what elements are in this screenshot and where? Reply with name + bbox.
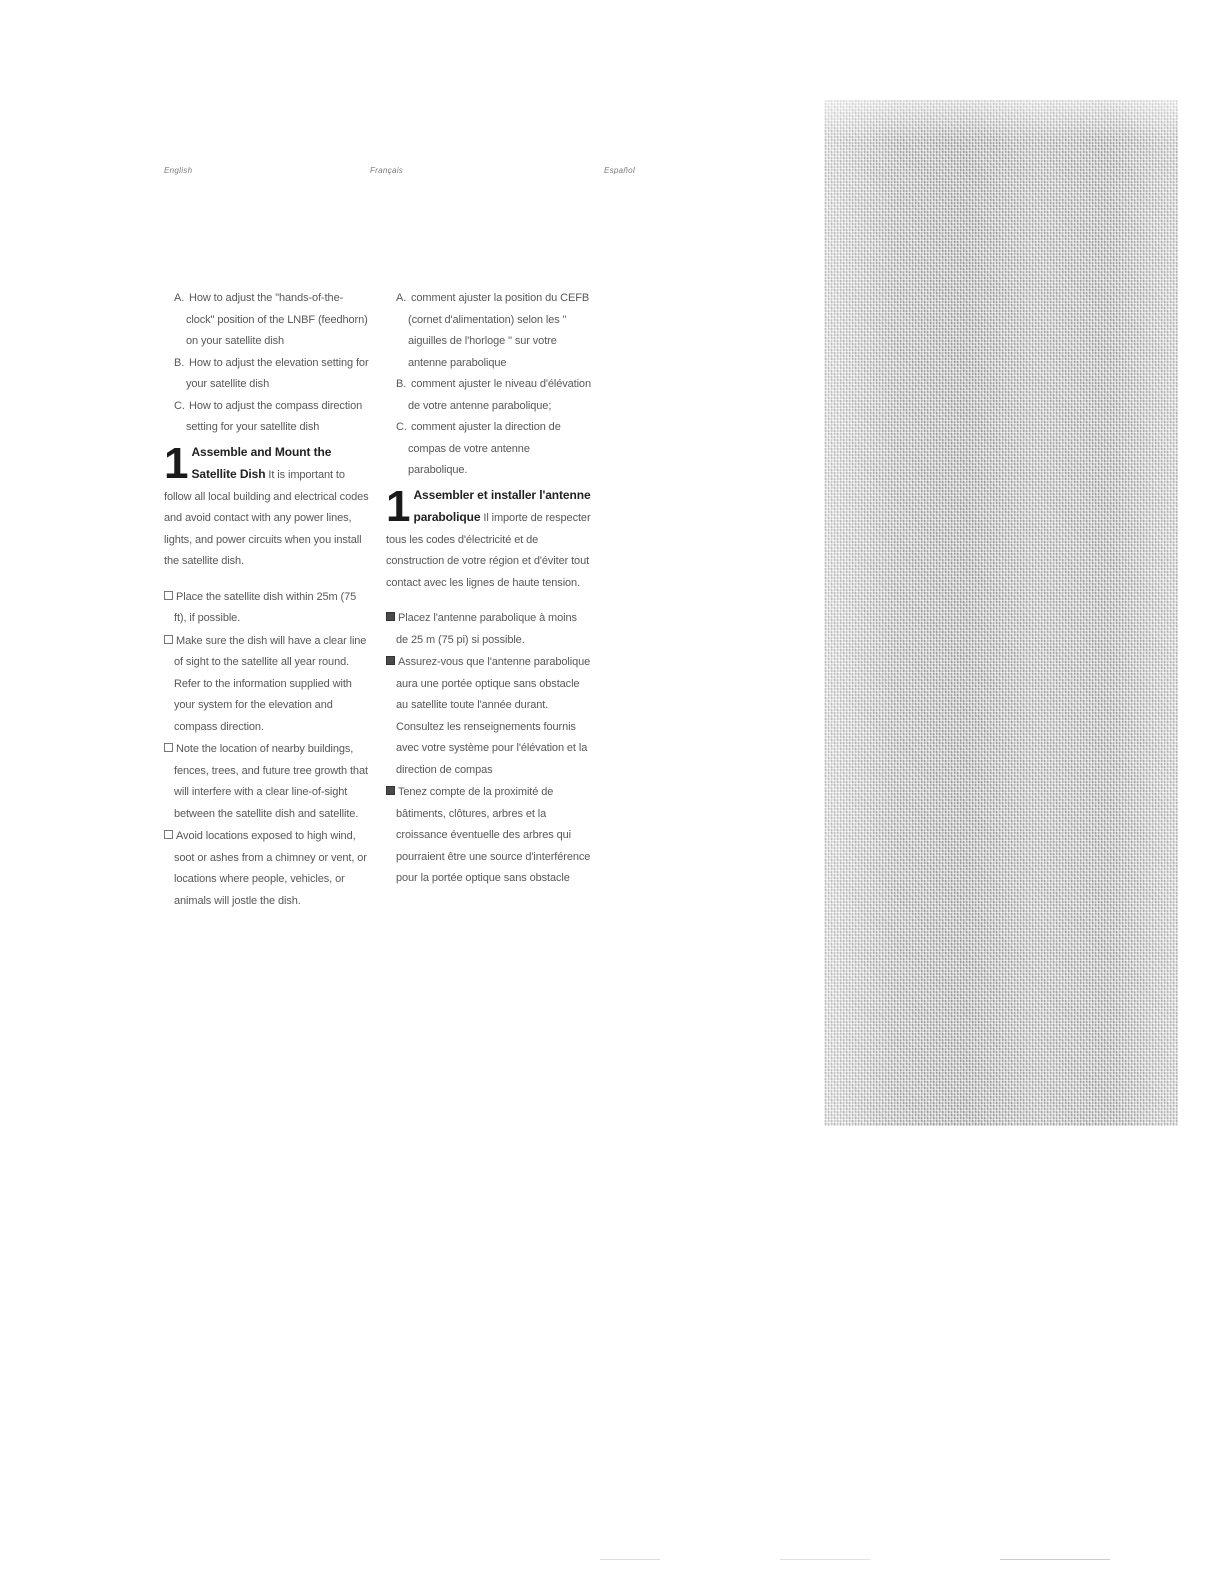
english-intro-list: [164, 288, 369, 439]
header-spanish: Español: [604, 166, 636, 175]
list-item-text: comment ajuster le niveau d'élévation de votre antenne parabolique;: [408, 378, 591, 412]
french-column: [386, 288, 591, 891]
list-item-text: Place the satellite dish within 25m (75 ft), if possible.: [174, 590, 357, 624]
list-letter: B.: [174, 356, 185, 369]
list-item: [164, 826, 369, 912]
list-letter: A.: [396, 292, 407, 304]
checkbox-icon: [164, 743, 173, 752]
step-text: It is important to follow all local building and electrical codes and avoid contact with any power lines, lights, and power circuits when you install the satellite dish.: [164, 469, 369, 567]
header-french: Français: [370, 166, 404, 175]
scan-speck: [780, 1559, 870, 1560]
english-bullet-list: [164, 587, 369, 913]
step-title: Assemble and Mount the Satellite Dish: [191, 444, 332, 481]
list-item-text: comment ajuster la direction de compas de votre antenne parabolique.: [408, 421, 561, 476]
list-item: [164, 396, 369, 439]
list-item: [164, 739, 369, 825]
list-item-text: Assurez-vous que l'antenne parabolique aura une portée optique sans obstacle au satellite toute l'année durant. Consultez les renseignements fournis avec votre système pour l'élévation et la direction de compas: [396, 656, 591, 776]
list-letter: A.: [174, 292, 185, 304]
checkbox-icon: [386, 656, 395, 665]
scan-noise-fade: [824, 100, 1178, 140]
step-title: Assembler et installer l'antenne parabolique: [413, 487, 591, 524]
list-item-text: Placez l'antenne parabolique à moins de 25 m (75 pi) si possible.: [396, 612, 577, 646]
scan-speck: [1000, 1559, 1110, 1560]
list-item: [386, 374, 591, 417]
list-letter: B.: [396, 378, 407, 390]
list-item: [164, 587, 369, 630]
list-item-text: How to adjust the elevation setting for your satellite dish: [186, 356, 369, 390]
french-step-1: [386, 481, 591, 595]
list-item-text: comment ajuster la position du CEFB (cornet d'alimentation) selon les " aiguilles de l'horloge " sur votre antenne parabolique: [408, 292, 590, 369]
english-column: [164, 288, 369, 913]
list-item-text: Avoid locations exposed to high wind, soot or ashes from a chimney or vent, or locations where people, vehicles, or animals will jostle the dish.: [174, 830, 367, 907]
checkbox-icon: [164, 635, 173, 644]
step-number: 1: [386, 481, 409, 531]
list-item-text: Note the location of nearby buildings, fences, trees, and future tree growth that will interfere with a clear line-of-sight between the satellite dish and satellite.: [174, 743, 368, 820]
checkbox-icon: [386, 612, 395, 621]
checkbox-icon: [386, 786, 395, 795]
checkbox-icon: [164, 830, 173, 839]
list-item: [386, 288, 591, 374]
list-item: [386, 608, 591, 651]
list-item-text: Make sure the dish will have a clear line of sight to the satellite all year round. Refer to the information supplied with your system for the elevation and compass direction.: [174, 634, 367, 733]
step-number: 1: [164, 438, 187, 488]
list-item-text: How to adjust the compass direction setting for your satellite dish: [186, 399, 363, 433]
scan-speck: [600, 1559, 660, 1560]
header-english: English: [164, 166, 193, 175]
french-bullet-list: [386, 608, 591, 890]
list-item: [386, 652, 591, 781]
list-item-text: Tenez compte de la proximité de bâtiments, clôtures, arbres et la croissance éventuelle des arbres qui pourraient être une source d'interférence pour la portée optique sans obstacle: [396, 786, 591, 884]
scan-noise-panel: [824, 100, 1178, 1126]
list-item: [164, 288, 369, 353]
step-text: Il importe de respecter tous les codes d'électricité et de construction de votre région et d'éviter tout contact avec les lignes de haute tension.: [386, 512, 591, 589]
list-item: [386, 782, 591, 890]
list-item: [386, 417, 591, 482]
english-step-1: [164, 438, 369, 573]
french-intro-list: [386, 288, 591, 482]
checkbox-icon: [164, 591, 173, 600]
list-letter: C.: [396, 421, 407, 433]
list-letter: C.: [174, 399, 185, 412]
list-item: [164, 353, 369, 396]
list-item: [164, 631, 369, 739]
list-item-text: How to adjust the "hands-of-the-clock" position of the LNBF (feedhorn) on your satellite dish: [186, 292, 368, 347]
